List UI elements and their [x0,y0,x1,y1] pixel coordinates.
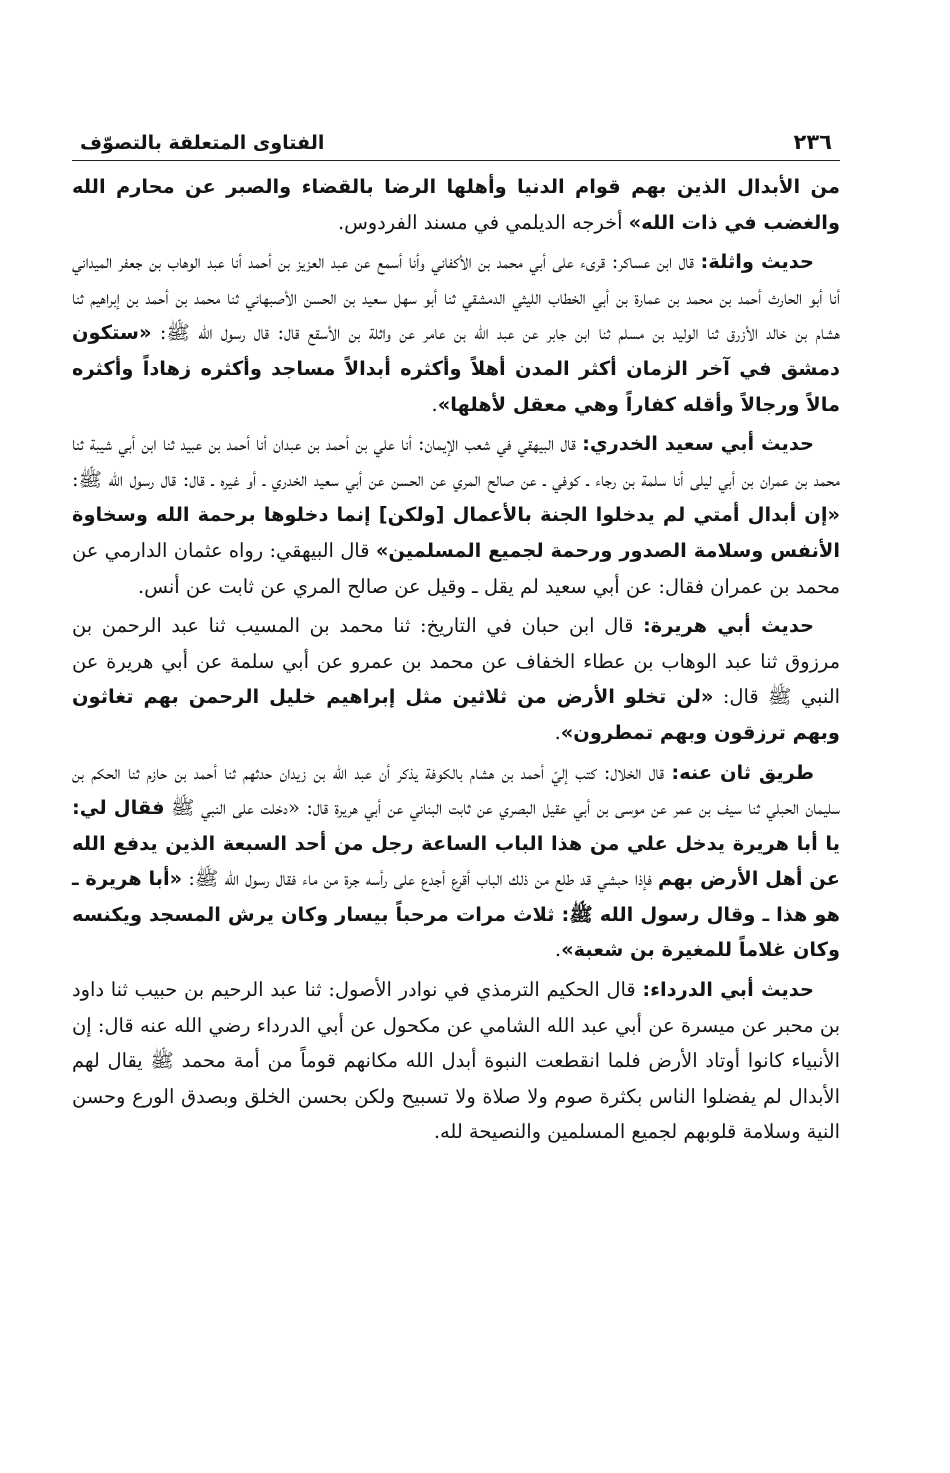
commentary-text: قال البيهقي: رواه عثمان الدارمي عن محمد بن عمران فقال: عن أبي سعيد لم يقل ـ وقيل عن صالح المري عن ثابت عن أنس. [72,538,840,598]
section-heading: طريق ثان عنه: [671,760,814,784]
hadith-text: فقال لي: يا أبا هريرة يدخل علي من هذا الباب الساعة رجل من أحد السبعة الذين يدفع الله عن أهل الأرض بهم [72,796,841,891]
hadith-text: «ستكون دمشق في آخر الزمان أكثر المدن أهلاً وأكثره أبدالاً مساجد وأكثره زهاداً وأكثره مالاً ورجالاً وأقله كفاراً وهي معقل لأهلها» [72,321,840,416]
section-heading: حديث أبي الدرداء: [642,978,814,1002]
body-text [72,169,840,1150]
running-header [72,118,840,161]
isnad-text: قال ابن عساكر: قرىء على أبي محمد بن الأكفاني وأنا أسمع عن عبد العزيز بن أحمد أنا عبد الوهاب بن جعفر الميداني أنا أبو الحارث أحمد بن محمد بن عمارة بن أبي الخطاب الليثي الدمشقي ثنا أبو سهل سعيد بن الحسن الأصبهاني ثنا محمد بن أحمد بن إبراهيم ثنا هشام بن خالد الأزرق ثنا الوليد بن مسلم ثنا ابن جابر عن عبد الله بن عامر عن واثلة بن الأسقع قال: قال رسول الله ﷺ: [72,250,840,345]
section-heading: حديث أبي هريرة: [643,614,814,638]
book-page [72,118,840,1154]
section-heading: حديث أبي سعيد الخدري: [582,432,815,456]
paragraph [72,755,840,969]
isnad-text: قال الحكيم الترمذي في نوادر الأصول: ثنا عبد الرحيم بن حبيب ثنا داود بن محبر عن ميسرة عن أبي عبد الله الشامي عن مكحول عن أبي الدرداء رضي الله عنه قال: إن الأنبياء كانوا أوتاد الأرض فلما انقطعت النبوة أبدل الله مكانهم قوماً من أمة محمد ﷺ يقال لهم الأبدال لم يفضلوا الناس بكثرة صوم ولا صلاة ولا تسبيح ولكن بحسن الخلق وبصدق الورع وحسن النية وسلامة قلوبهم لجميع المسلمين والنصيحة لله. [72,978,840,1144]
hadith-text: «إن أبدال أمتي لم يدخلوا الجنة بالأعمال [ولكن] إنما دخلوها برحمة الله وسخاوة الأنفس وسلامة الصدور ورحمة لجميع المسلمين» [72,503,840,562]
isnad-text: قال ابن حبان في التاريخ: ثنا محمد بن المسيب ثنا عبد الرحمن بن مرزوق ثنا عبد الوهاب بن عطاء الخفاف عن محمد بن عمرو عن أبي سلمة عن أبي هريرة عن النبي ﷺ قال: [72,614,840,709]
paragraph [72,608,840,750]
punctuation: . [554,720,561,744]
section-heading: حديث واثلة: [700,250,814,274]
punctuation: . [554,938,562,962]
hadith-text: من الأبدال الذين بهم قوام الدنيا وأهلها الرضا بالقضاء والصبر عن محارم الله والغضب في ذات الله» [72,175,840,234]
hadith-text: «أبا هريرة ـ هو هذا ـ وقال رسول الله ﷺ: ثلاث مرات مرحباً بيسار وكان يرش المسجد ويكنسه وكان غلاماً للمغيرة بن شعبة» [72,867,840,962]
isnad-text: قال البيهقي في شعب الإيمان: أنا علي بن أحمد بن عبدان أنا أحمد بن عبيد ثنا ابن أبي شيبة ثنا محمد بن عمران بن أبي ليلى أنا سلمة بن رجاء ـ كوفي ـ عن صالح المري عن الحسن عن أبي سعيد الخدري ـ أو غيره ـ قال: قال رسول الله ﷺ: [72,432,840,491]
paragraph [72,426,840,604]
running-title: الفتاوى المتعلقة بالتصوّف [80,132,325,154]
hadith-text: «لن تخلو الأرض من ثلاثين مثل إبراهيم خليل الرحمن بهم تغاثون وبهم ترزقون وبهم تمطرون» [72,685,840,744]
paragraph [72,244,840,422]
paragraph [72,169,840,240]
isnad-text: قال الخلال: كتب إليّ أحمد بن هشام بالكوفة يذكر أن عبد الله بن زيدان حدثهم ثنا أحمد بن حازم ثنا الحكم بن سليمان الحبلي ثنا سيف بن عمر عن موسى بن أبي عقيل البصري عن ثابت البناني عن أبي هريرة قال: «دخلت على النبي ﷺ [72,760,840,820]
punctuation: . [431,392,438,416]
commentary-text: أخرجه الديلمي في مسند الفردوس. [337,210,629,234]
page-number: ٢٣٦ [793,130,832,154]
narrative-text: فإذا حبشي قد طلع من ذلك الباب أقرع أجدع على رأسه جرة من ماء فقال رسول الله ﷺ: [182,867,659,891]
paragraph [72,972,840,1150]
